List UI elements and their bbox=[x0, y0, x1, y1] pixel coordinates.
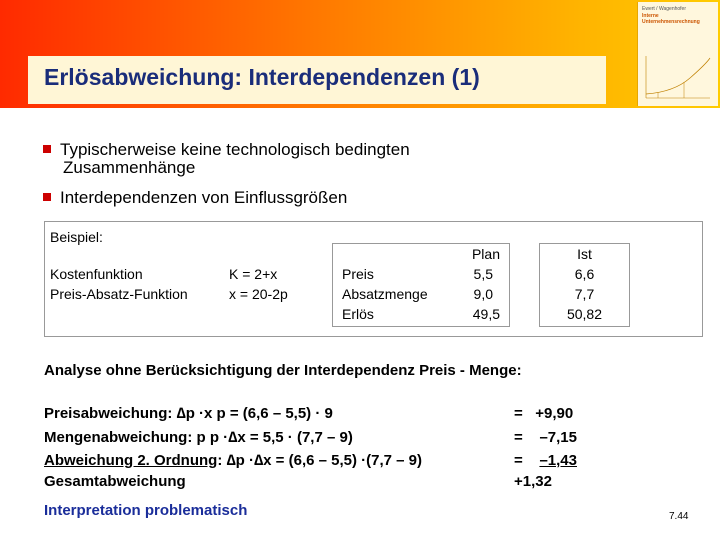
book-authors: Ewert / Wagenhofer bbox=[642, 6, 687, 12]
table-header-ist: Ist bbox=[577, 246, 592, 262]
example-label: Beispiel: bbox=[50, 229, 103, 245]
function-name: Preis-Absatz-Funktion bbox=[50, 286, 188, 302]
book-cover-thumbnail bbox=[637, 2, 718, 106]
calc-value: +9,90 bbox=[535, 405, 574, 422]
book-title-line1: Interne bbox=[642, 13, 659, 19]
calc-result bbox=[514, 452, 577, 469]
calc-label-underlined: Abweichung 2. Ordnung bbox=[44, 452, 218, 469]
table-header-plan: Plan bbox=[471, 246, 500, 262]
page-number: 7.44 bbox=[669, 511, 689, 522]
bullet-text: Interdependenzen von Einflussgrößen bbox=[60, 188, 348, 207]
function-formula: K = 2+x bbox=[229, 266, 278, 282]
page-title: Erlösabweichung: Interdependenzen (1) bbox=[44, 64, 480, 90]
table-row-label: Absatzmenge bbox=[342, 286, 428, 302]
bullet-item-continuation: Zusammenhänge bbox=[63, 158, 196, 177]
calc-value-total: +1,32 bbox=[514, 473, 552, 490]
table-cell-ist: 6,6 bbox=[574, 266, 595, 282]
calc-label bbox=[44, 452, 422, 469]
footer-note: Interpretation problematisch bbox=[44, 502, 248, 519]
table-cell-plan: 9,0 bbox=[473, 286, 493, 302]
calc-value: –1,43 bbox=[539, 452, 577, 469]
table-cell-ist: 50,82 bbox=[566, 306, 603, 322]
calc-result bbox=[514, 405, 573, 422]
calc-label-rest: : ∆p ·∆x = (6,6 – 5,5) ·(7,7 – 9) bbox=[217, 452, 423, 469]
calc-label: Mengenabweichung: p p ·∆x = 5,5 · (7,7 – 9) bbox=[44, 429, 353, 446]
bullet-square-icon bbox=[43, 145, 51, 153]
bullet-item bbox=[43, 140, 410, 159]
bullet-text: Typischerweise keine technologisch bedingten bbox=[60, 140, 410, 159]
table-cell-plan: 5,5 bbox=[473, 266, 493, 282]
book-title-line2: Unternehmensrechnung bbox=[642, 19, 700, 25]
bullet-square-icon bbox=[43, 193, 51, 201]
calc-equals: = bbox=[514, 452, 523, 469]
analysis-heading: Analyse ohne Berücksichtigung der Interdependenz Preis - Menge: bbox=[44, 362, 522, 379]
table-cell-ist: 7,7 bbox=[574, 286, 595, 302]
function-name: Kostenfunktion bbox=[50, 266, 143, 282]
calc-label: Gesamtabweichung bbox=[44, 473, 186, 490]
book-cover-graphic bbox=[644, 54, 712, 100]
calc-value: –7,15 bbox=[539, 429, 577, 446]
calc-result bbox=[514, 429, 577, 446]
table-row-label: Preis bbox=[342, 266, 374, 282]
calc-equals: = bbox=[514, 429, 523, 446]
table-row-label: Erlös bbox=[342, 306, 374, 322]
bullet-item bbox=[43, 188, 347, 207]
calc-label: Preisabweichung: ∆p ·x p = (6,6 – 5,5) · 9 bbox=[44, 405, 333, 422]
table-cell-plan: 49,5 bbox=[472, 306, 500, 322]
function-formula: x = 20-2p bbox=[229, 286, 288, 302]
calc-equals: = bbox=[514, 405, 523, 422]
